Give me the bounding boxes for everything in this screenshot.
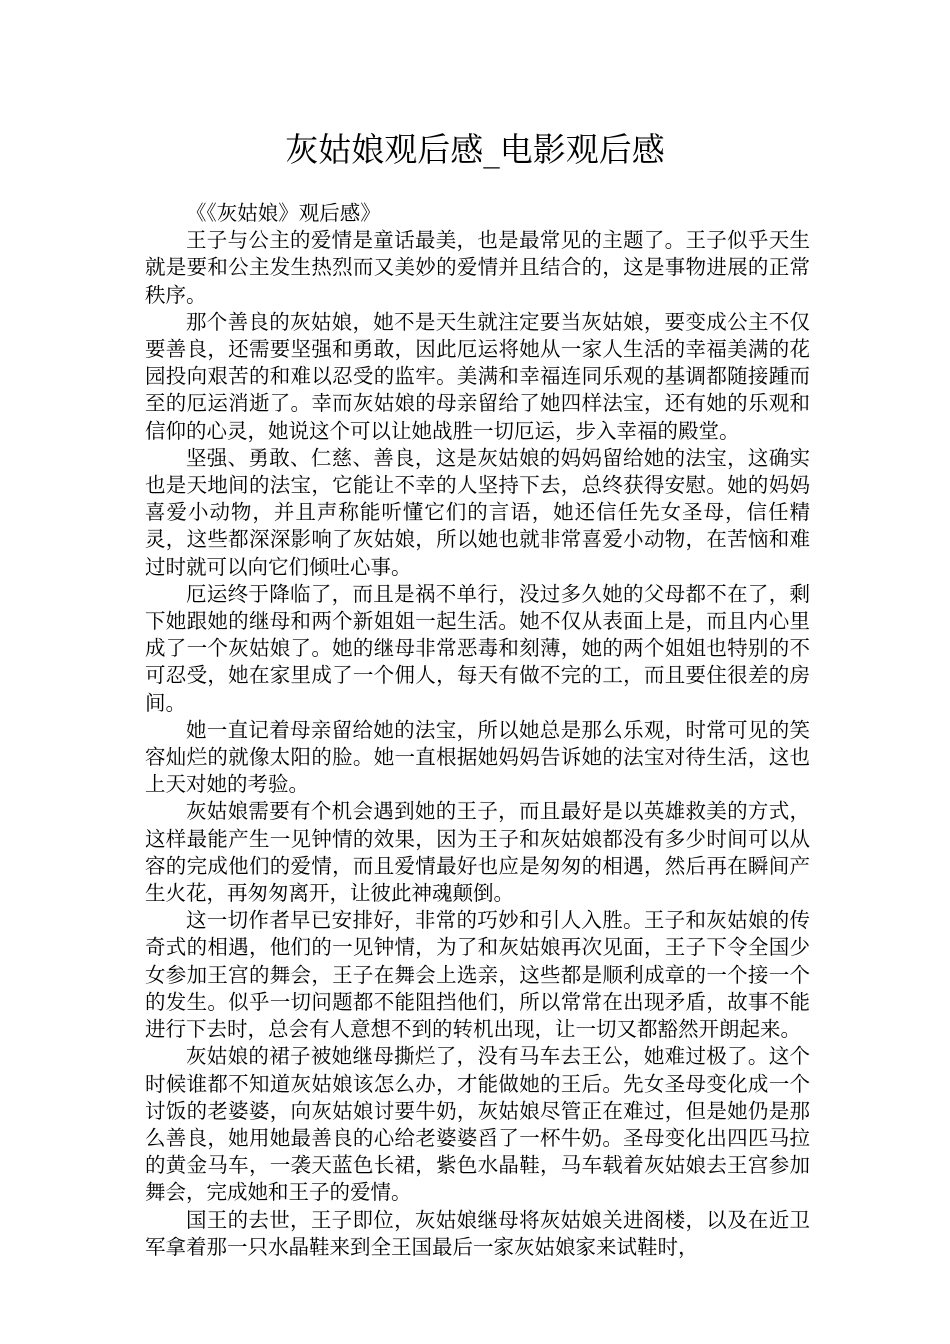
paragraph: 王子与公主的爱情是童话最美，也是最常见的主题了。王子似乎天生就是要和公主发生热烈而又美妙的爱情并且结合的，这是事物进展的正常秩序。 [145,228,810,307]
paragraph: 灰姑娘需要有个机会遇到她的王子，而且最好是以英雄救美的方式，这样最能产生一见钟情的效果，因为王子和灰姑娘都没有多少时间可以从容的完成他们的爱情，而且爱情最好也应是匆匆的相遇，然后再在瞬间产生火花，再匆匆离开，让彼此神魂颠倒。 [145,799,810,906]
paragraph: 她一直记着母亲留给她的法宝，所以她总是那么乐观，时常可见的笑容灿烂的就像太阳的脸。她一直根据她妈妈告诉她的法宝对待生活，这也上天对她的考验。 [145,717,810,797]
paragraph: 《《灰姑娘》观后感》 [186,201,381,225]
paragraph: 那个善良的灰姑娘，她不是天生就注定要当灰姑娘，要变成公主不仅要善良，还需要坚强和勇敢，因此厄运将她从一家人生活的幸福美满的花园投向艰苦的和难以忍受的监牢。美满和幸福连同乐观的基调都随接踵而至的厄运消逝了。幸而灰姑娘的母亲留给了她四样法宝，还有她的乐观和信仰的心灵，她说这个可以让她战胜一切厄运，步入幸福的殿堂。 [145,309,810,443]
paragraph: 这一切作者早已安排好，非常的巧妙和引人入胜。王子和灰姑娘的传奇式的相遇，他们的一见钟情，为了和灰姑娘再次见面，王子下令全国少女参加王宫的舞会，王子在舞会上选亲，这些都是顺利成章的一个接一个的发生。似乎一切问题都不能阻挡他们，所以常常在出现矛盾，故事不能进行下去时，总会有人意想不到的转机出现，让一切又都豁然开朗起来。 [145,908,810,1042]
document-body [145,200,810,1261]
paragraph: 厄运终于降临了，而且是祸不单行，没过多久她的父母都不在了，剩下她跟她的继母和两个新姐姐一起生活。她不仅从表面上是，而且内心里成了一个灰姑娘了。她的继母非常恶毒和刻薄，她的两个姐姐也特别的不可忍受，她在家里成了一个佣人，每天有做不完的工，而且要住很差的房间。 [145,581,810,715]
paragraph: 灰姑娘的裙子被她继母撕烂了，没有马车去王公，她难过极了。这个时候谁都不知道灰姑娘该怎么办，才能做她的王后。先女圣母变化成一个讨饭的老婆婆，向灰姑娘讨要牛奶，灰姑娘尽管正在难过，但是她仍是那么善良，她用她最善良的心给老婆婆舀了一杯牛奶。圣母变化出四匹马拉的黄金马车，一袭天蓝色长裙，紫色水晶鞋，马车载着灰姑娘去王宫参加舞会，完成她和王子的爱情。 [145,1044,810,1205]
paragraph: 国王的去世，王子即位，灰姑娘继母将灰姑娘关进阁楼，以及在近卫军拿着那一只水晶鞋来到全王国最后一家灰姑娘家来试鞋时， [145,1207,810,1259]
paragraph: 坚强、勇敢、仁慈、善良，这是灰姑娘的妈妈留给她的法宝，这确实也是天地间的法宝，它能让不幸的人坚持下去，总终获得安慰。她的妈妈喜爱小动物，并且声称能听懂它们的言语，她还信任先女圣母，信任精灵，这些都深深影响了灰姑娘，所以她也就非常喜爱小动物，在苦恼和难过时就可以向它们倾吐心事。 [145,445,810,579]
document-title: 灰姑娘观后感_电影观后感 [285,130,665,169]
